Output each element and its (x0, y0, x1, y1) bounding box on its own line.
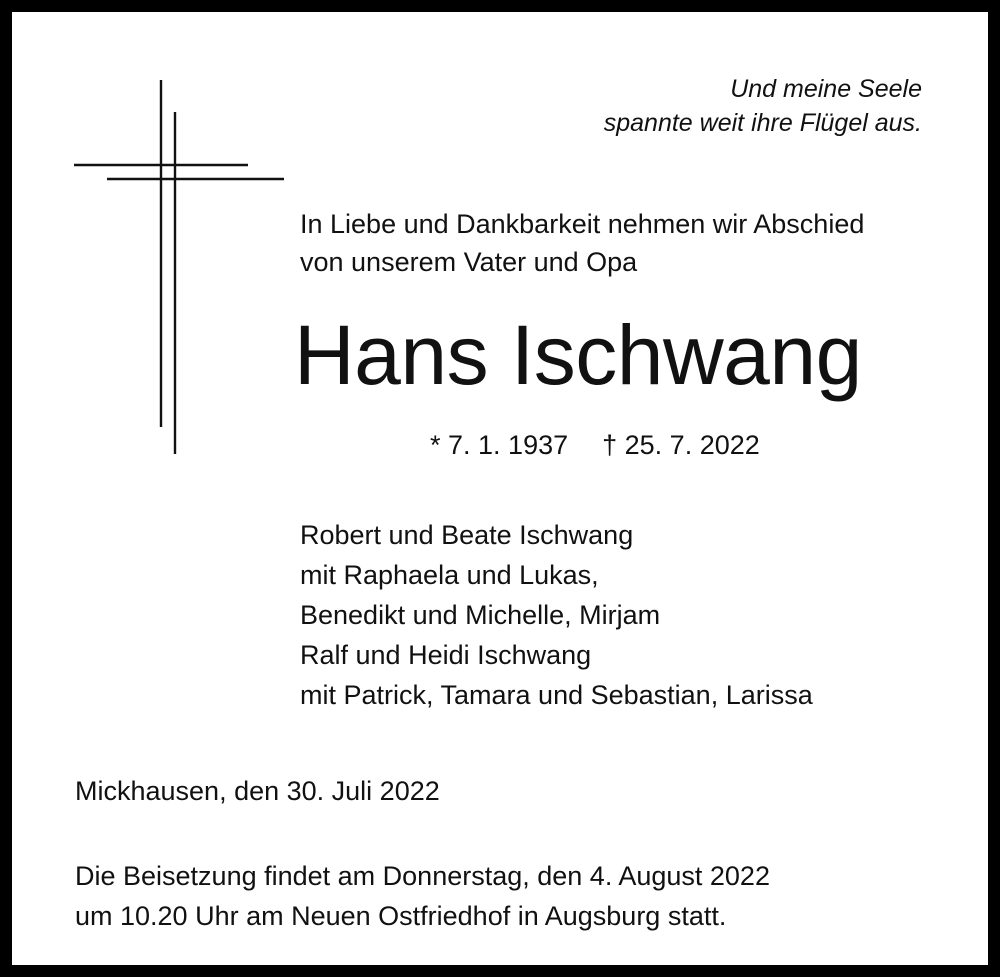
life-dates (430, 426, 760, 464)
farewell-intro (300, 205, 864, 281)
place-and-date: Mickhausen, den 30. Juli 2022 (75, 776, 440, 806)
intro-line-2: von unserem Vater und Opa (300, 247, 638, 277)
memorial-quote (604, 72, 922, 140)
mourner-line: Benedikt und Michelle, Mirjam (300, 600, 661, 630)
quote-line-2: spannte weit ihre Flügel aus. (603, 109, 922, 137)
death-date: † 25. 7. 2022 (602, 430, 760, 460)
intro-line-1: In Liebe und Dankbarkeit nehmen wir Abschied (300, 209, 865, 239)
funeral-info (75, 856, 770, 936)
birth-date: * 7. 1. 1937 (430, 430, 569, 460)
funeral-line-2: um 10.20 Uhr am Neuen Ostfriedhof in Augsburg statt. (75, 901, 727, 931)
quote-line-1: Und meine Seele (730, 75, 922, 103)
funeral-line-1: Die Beisetzung findet am Donnerstag, den 4. August 2022 (75, 861, 770, 891)
mourner-line: mit Patrick, Tamara und Sebastian, Larissa (300, 680, 813, 710)
mourners-list (300, 515, 813, 715)
mourner-line: Robert und Beate Ischwang (300, 520, 634, 550)
deceased-name: Hans Ischwang (294, 308, 862, 402)
cross-icon (12, 12, 312, 472)
mourner-line: mit Raphaela und Lukas, (300, 560, 599, 590)
mourner-line: Ralf und Heidi Ischwang (300, 640, 592, 670)
